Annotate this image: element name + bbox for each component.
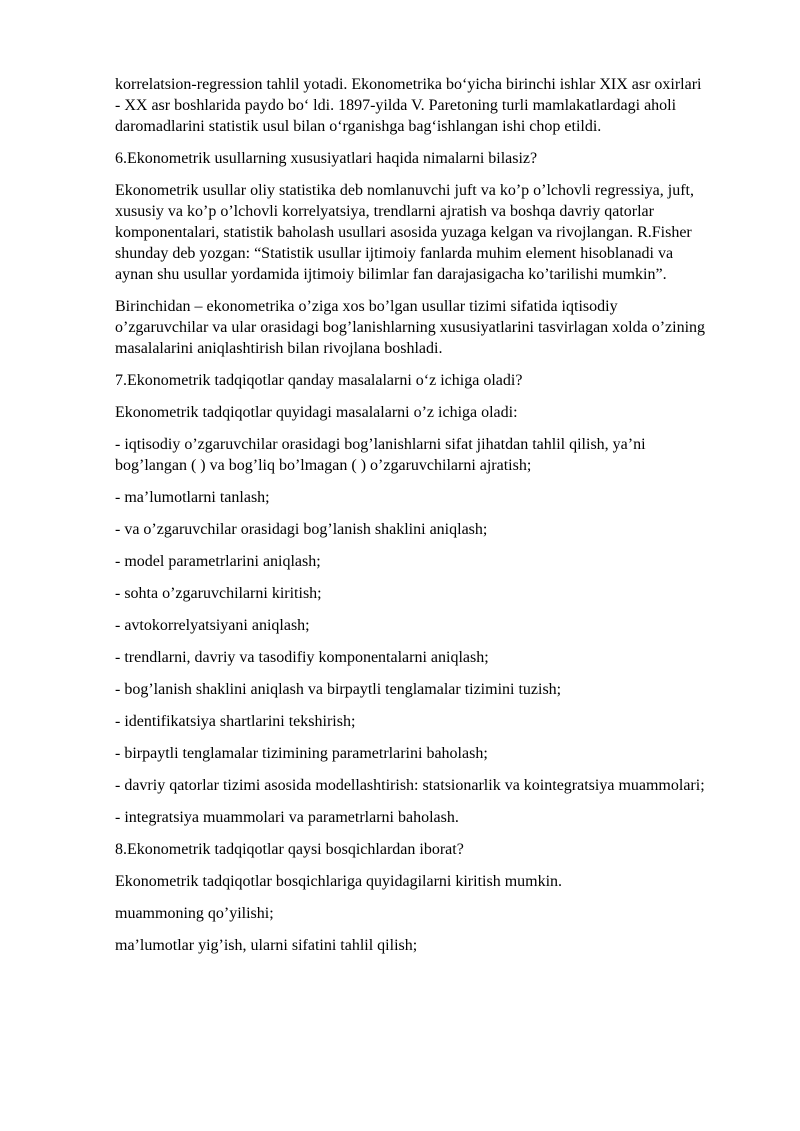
list-item: - davriy qatorlar tizimi asosida modellashtirish: statsionarlik va kointegratsiya muammolari;	[115, 777, 705, 794]
list-item: muammoning qo’yilishi;	[115, 905, 274, 922]
list-item: - model parametrlarini aniqlash;	[115, 553, 321, 570]
list-item: - sohta o’zgaruvchilarni kiritish;	[115, 585, 322, 602]
question-8-heading: 8.Ekonometrik tadqiqotlar qaysi bosqichlardan iborat?	[115, 841, 464, 858]
paragraph-methods: Ekonometrik usullar oliy statistika deb nomlanuvchi juft va ko’p o’lchovli regressiya, juft, xususiy va ko’p o’lchovli korrelyatsiya, trendlarni ajratish va boshqa davriy qatorlar komponentalari, statistik baholash usullari asosida yuzaga kelgan va rivojlangan. R.Fisher shunday deb yozgan: “Statistik usullar ijtimoiy fanlarda muhim element hisoblanadi va aynan shu usullar yordamida ijtimoiy bilimlar fan darajasigacha ko’tarilishi mumkin”.	[115, 182, 694, 283]
list-item: - integratsiya muammolari va parametrlarni baholash.	[115, 809, 459, 826]
paragraph-firstly: Birinchidan – ekonometrika o’ziga xos bo’lgan usullar tizimi sifatida iqtisodiy o’zgaruvchilar va ular orasidagi bog’lanishlarning xususiyatlarini tasvirlagan xolda o’zining masalalarini aniqlashtirish bilan rivojlana boshladi.	[115, 298, 706, 357]
list-item: - trendlarni, davriy va tasodifiy komponentalarni aniqlash;	[115, 649, 489, 666]
list-item: - ma’lumotlarni tanlash;	[115, 489, 270, 506]
question-7-heading: 7.Ekonometrik tadqiqotlar qanday masalalarni o‘z ichiga oladi?	[115, 372, 523, 389]
list-item: - birpaytli tenglamalar tizimining parametrlarini baholash;	[115, 745, 488, 762]
paragraph-stages-intro: Ekonometrik tadqiqotlar bosqichlariga quyidagilarni kiritish mumkin.	[115, 873, 563, 890]
paragraph-intro-continuation: korrelatsion-regression tahlil yotadi. Ekonometrika bo‘yicha birinchi ishlar XIX asr oxirlari - XX asr boshlarida paydo bo‘ ldi. 1897-yilda V. Paretoning turli mamlakatlardagi aholi daromadlarini statistik usul bilan o‘rganishga bag‘ishlangan ishi chop etildi.	[115, 76, 702, 135]
list-item: - avtokorrelyatsiyani aniqlash;	[115, 617, 310, 634]
question-6-heading: 6.Ekonometrik usullarning xususiyatlari haqida nimalarni bilasiz?	[115, 150, 538, 167]
list-item: - va o’zgaruvchilar orasidagi bog’lanish shaklini aniqlash;	[115, 521, 488, 538]
list-item: ma’lumotlar yig’ish, ularni sifatini tahlil qilish;	[115, 937, 418, 954]
list-item: - iqtisodiy o’zgaruvchilar orasidagi bog’lanishlarni sifat jihatdan tahlil qilish, ya’ni bog’langan ( ) va bog’liq bo’lmagan ( ) o’zgaruvchilarni ajratish;	[115, 436, 646, 474]
paragraph-tasks-intro: Ekonometrik tadqiqotlar quyidagi masalalarni o’z ichiga oladi:	[115, 404, 518, 421]
list-item: - bog’lanish shaklini aniqlash va birpaytli tenglamalar tizimini tuzish;	[115, 681, 562, 698]
list-item: - identifikatsiya shartlarini tekshirish;	[115, 713, 356, 730]
